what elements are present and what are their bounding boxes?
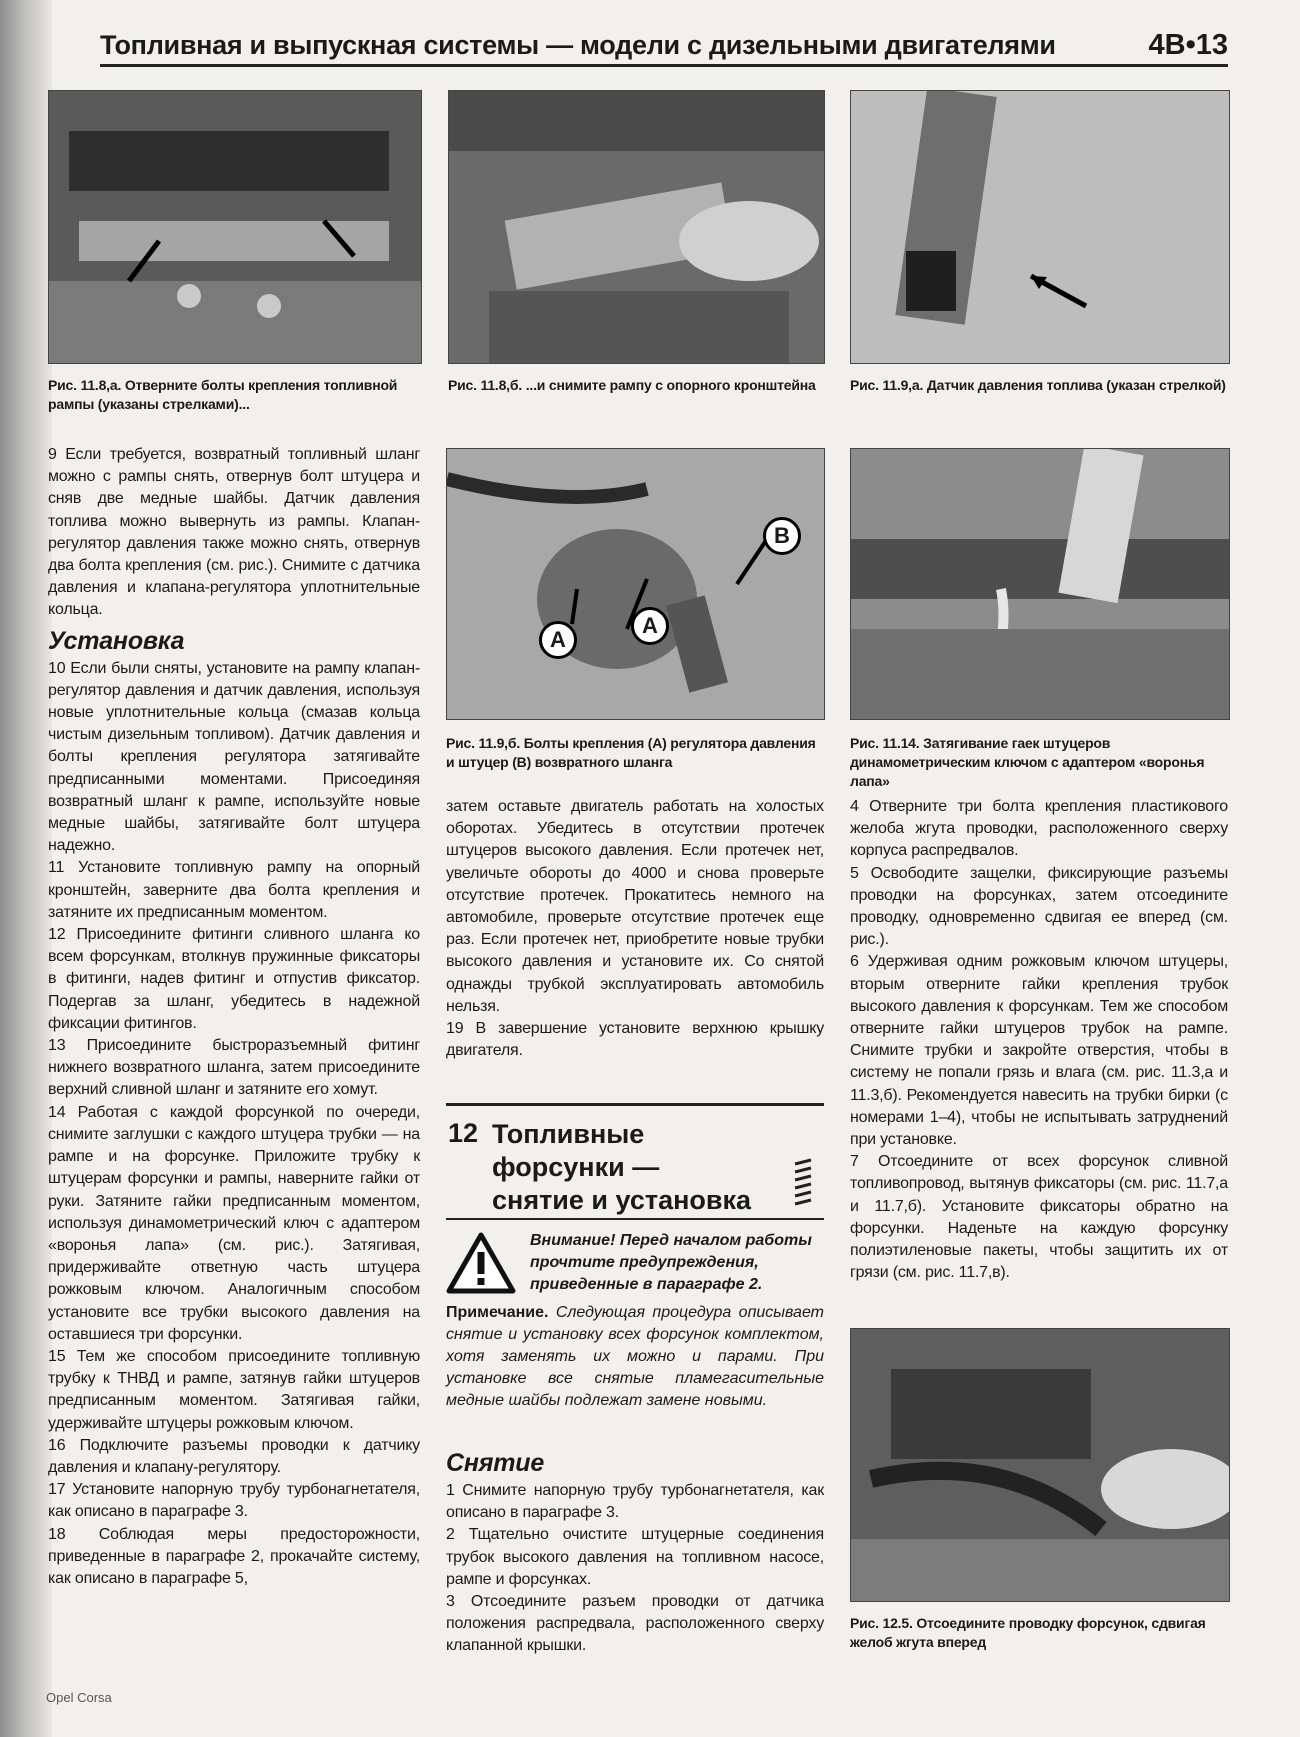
subheading-installation: Установка [48, 626, 185, 655]
caption-fig-12-5: Рис. 12.5. Отсоедините проводку форсунок, сдвигая желоб жгута вперед [850, 1615, 1206, 1650]
warning-triangle-icon [446, 1232, 516, 1294]
paragraph-16: 16 Подключите разъемы проводки к датчику давления и клапану-регулятору. [48, 1436, 420, 1476]
note-label: Примечание. [446, 1304, 549, 1321]
paragraph-17: 17 Установите напорную трубу турбонагнетателя, как описано в параграфе 3. [48, 1481, 420, 1521]
page-header [100, 28, 1228, 67]
step-4: 4 Отверните три болта крепления пластикового желоба жгута проводки, расположенного сверху корпуса распредвалов. [850, 798, 1228, 860]
subheading-removal: Снятие [446, 1449, 545, 1477]
label-a-left: A [539, 621, 577, 659]
photo-fuel-rail-bolts [48, 90, 422, 364]
paragraph-13: 13 Присоедините быстроразъемный фитинг нижнего возвратного шланга, затем присоедините верхний сливной шланг и затяните его хомут. [48, 1037, 420, 1099]
section-12-heading [446, 1103, 824, 1220]
step-5: 5 Освободите защелки, фиксирующие разъемы проводки на форсунках, затем отсоедините проводку, одновременно сдвигая ее вперед (см. рис.). [850, 864, 1228, 949]
paragraph-19: 19 В завершение установите верхнюю крышку двигателя. [446, 1020, 824, 1060]
paragraph-18: 18 Соблюдая меры предосторожности, приведенные в параграфе 2, прокачайте систему, как описано в параграфе 5, [48, 1525, 420, 1587]
step-7: 7 Отсоедините от всех форсунок сливной топливопровод, вытянув фиксаторы (см. рис. 11.7,а и 11.7,б). Установите фиксаторы обратно на форсунки. Наденьте на каждую форсунку полиэтиленовые пакеты, чтобы защитить их от грязи (см. рис. 11.7,в). [850, 1153, 1228, 1282]
column-3-text [850, 796, 1228, 1284]
paragraph-15: 15 Тем же способом присоедините топливную трубку к ТНВД и рампе, затянув гайки штуцеров предписанным моментом. Затягивая гайки, удерживайте штуцеры рожковым ключом. [48, 1347, 420, 1432]
difficulty-spanner-icon [792, 1158, 814, 1206]
caption-fig-11-8a: Рис. 11.8,а. Отверните болты крепления топливной рампы (указаны стрелками)... [48, 377, 398, 412]
photo-rail-removal [448, 90, 825, 364]
book-spine-shadow [0, 0, 52, 1737]
section-title-line-3: снятие и установка [492, 1185, 752, 1215]
page-number: 4B•13 [1148, 29, 1228, 61]
paragraph-14: 14 Работая с каждой форсункой по очереди, снимите заглушки с каждого штуцера трубки — на рампе и на форсунке. Приложите трубку к штуцерам форсунки и рампы, наверните гайки от руки. Затяните гайки предписанным моментом, используя динамометрический ключ с адаптером «воронья лапа» (см. рис.). Затягивая, придерживайте ответную часть штуцера рожковым ключом. Аналогичным способом установите все трубки высокого давления на оставшиеся три форсунки. [48, 1103, 420, 1343]
paragraph-18-continued: затем оставьте двигатель работать на холостых оборотах. Убедитесь в отсутствии протечек штуцеров высокого давления. Если протечек нет, увеличьте обороты до 4000 и снова проверьте отсутствие протечек. Прокатитесь немного на автомобиле, проверьте отсутствие протечек еще раз. Если протечек нет, приобретите новые трубки высокого давления и установите их. Со снятой однажды трубкой эксплуатировать автомобиль нельзя. [446, 798, 824, 1015]
caption-fig-11-14: Рис. 11.14. Затягивание гаек штуцеров динамометрическим ключом с адаптером «воронья лапа» [850, 735, 1205, 789]
section-title [492, 1118, 751, 1217]
column-2-text-bottom [446, 1444, 824, 1658]
note-text: Следующая процедура описывает снятие и установку всех форсунок комплектом, хотя заменять их можно и парами. При установке все снятые пламегасительные медные шайбы подлежат замене новыми. [446, 1304, 824, 1409]
note-paragraph [446, 1302, 824, 1412]
column-1-text [48, 444, 420, 1590]
section-number: 12 [448, 1118, 479, 1148]
paragraph-12: 12 Присоедините фитинги сливного шланга ко всем форсункам, втолкнув пружинные фиксаторы в фитинги, надев фитинг и отпустив фиксатор. Подергав за шланг, убедитесь в надежной фиксации фитингов. [48, 926, 420, 1032]
caption-fig-11-9a: Рис. 11.9,а. Датчик давления топлива (указан стрелкой) [850, 377, 1226, 393]
warning-text: Внимание! Перед началом работы прочтите предупреждения, приведенные в параграфе 2. [530, 1232, 812, 1293]
section-title-line-1: Топливные [492, 1119, 645, 1149]
paragraph-11: 11 Установите топливную рампу на опорный кронштейн, заверните два болта крепления и затяните их предписанным моментом. [48, 859, 420, 921]
column-2-text-top [446, 796, 824, 1062]
label-b: B [763, 517, 801, 555]
caption-fig-11-9b: Рис. 11.9,б. Болты крепления (А) регулятора давления и штуцер (В) возвратного шланга [446, 735, 816, 770]
caption-fig-11-8b: Рис. 11.8,б. ...и снимите рампу с опорного кронштейна [448, 377, 816, 393]
page-title: Топливная и выпускная системы — модели с дизельными двигателями [100, 30, 1056, 60]
step-2: 2 Тщательно очистите штуцерные соединения трубок высокого давления на топливном насосе, рампе и форсунках. [446, 1526, 824, 1588]
paragraph-10: 10 Если были сняты, установите на рампу клапан-регулятор давления и датчик давления, используя новые уплотнительные кольца (смазав кольца чистым дизельным топливом). Датчик давления и болты крепления регулятора затягивайте предписанными моментами. Присоединяя возвратный шланг к рампе, используйте новые медные шайбы, затягивайте болт штуцера надежно. [48, 659, 420, 855]
warning-box [446, 1230, 824, 1300]
step-6: 6 Удерживая одним рожковым ключом штуцеры, вторым отверните гайки крепления трубок высокого давления к форсункам. Тем же способом отверните гайки штуцеров трубок на рампе. Снимите трубки и закройте отверстия, чтобы в систему не попали грязь и влага (см. рис. 11.3,а и 11.3,б). Рекомендуется навесить на трубки бирки (с номерами 1–4), чтобы не испытывать затруднений при установке. [850, 953, 1228, 1149]
footer-book-title: Opel Corsa [46, 1690, 112, 1705]
step-1: 1 Снимите напорную трубу турбонагнетателя, как описано в параграфе 3. [446, 1482, 824, 1522]
label-a-right: A [631, 607, 669, 645]
photo-pressure-sensor [850, 90, 1230, 364]
photo-torque-wrench [850, 448, 1230, 720]
photo-regulator-bolts [446, 448, 825, 720]
paragraph-9: 9 Если требуется, возвратный топливный шланг можно с рампы снять, отвернув болт штуцера и сняв две медные шайбы. Датчик давления топлива можно вывернуть из рампы. Клапан-регулятор давления также можно снять, отвернув два болта крепления (см. рис.). Снимите с датчика давления и клапана-регулятора уплотнительные кольца. [48, 446, 420, 619]
step-3: 3 Отсоедините разъем проводки от датчика положения распредвала, расположенного сверху клапанной крышки. [446, 1593, 824, 1655]
photo-injector-wiring [850, 1328, 1230, 1602]
section-title-line-2: форсунки — [492, 1152, 660, 1182]
